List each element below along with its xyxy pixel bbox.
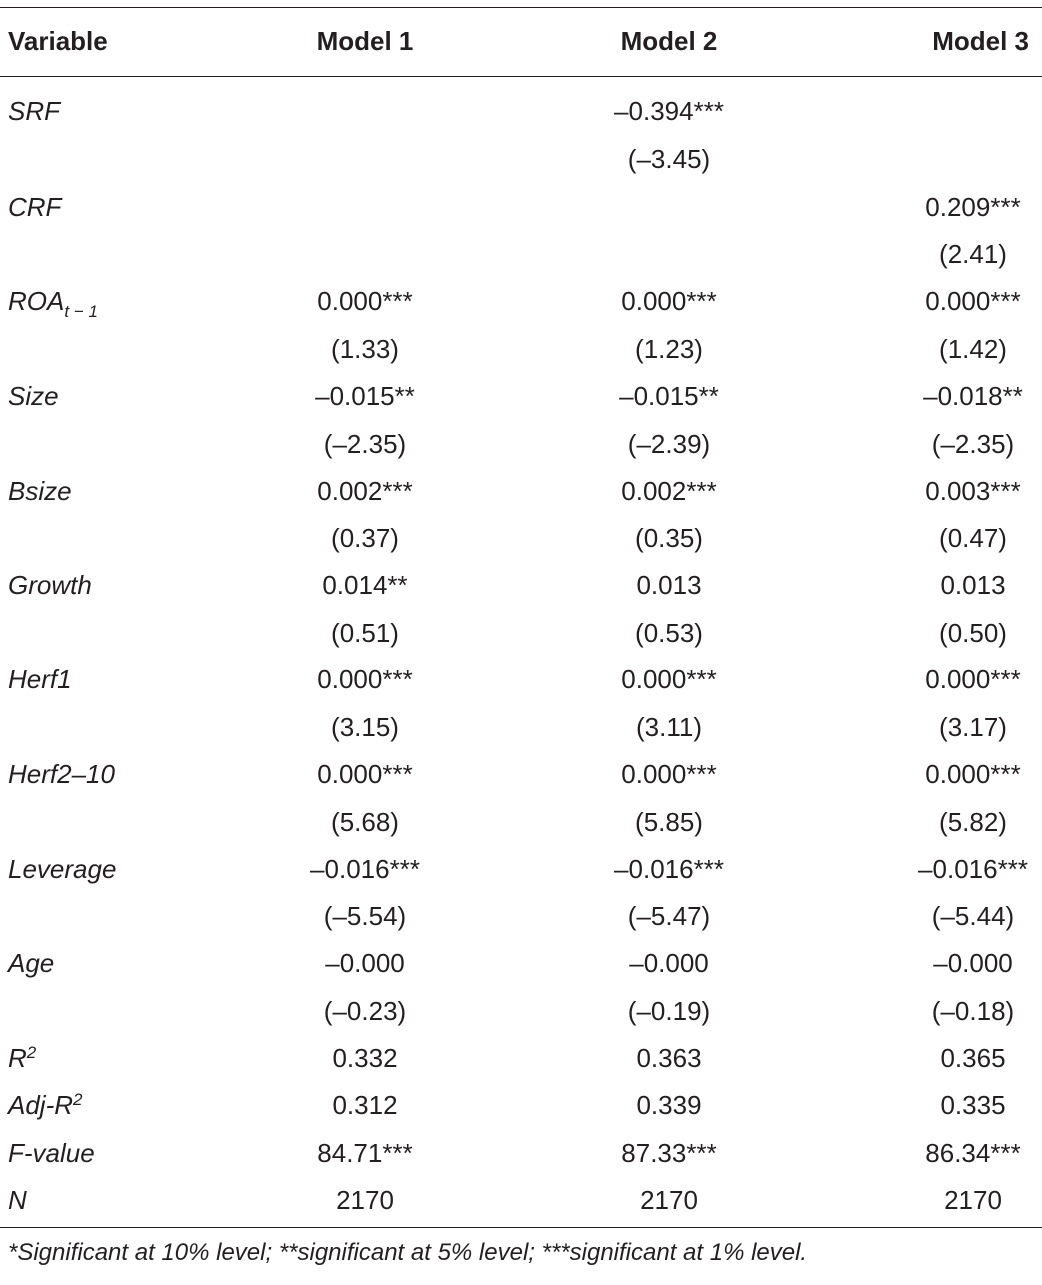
t-herf2-10-model-1: (5.68) [331, 807, 399, 837]
f-value-model-3: 86.34*** [925, 1138, 1021, 1168]
row-label-roa [8, 286, 98, 321]
coef-age-model-3: –0.000 [933, 948, 1013, 978]
row-label-n: N [8, 1185, 27, 1215]
bottom-rule [0, 1227, 1042, 1228]
f-value-model-2: 87.33*** [621, 1138, 717, 1168]
header-variable: Variable [8, 26, 108, 56]
t-age-model-2: (–0.19) [627, 996, 711, 1026]
n-model-2: 2170 [640, 1185, 698, 1215]
coef-size-model-1: –0.015** [315, 381, 415, 411]
coef-roa-model-1: 0.000*** [317, 286, 413, 316]
adj-r2-model-2: 0.339 [636, 1090, 702, 1120]
coef-herf1-model-2: 0.000*** [621, 664, 717, 694]
coef-herf1-model-1: 0.000*** [317, 664, 413, 694]
row-label-leverage: Leverage [8, 854, 117, 884]
n-model-1: 2170 [336, 1185, 394, 1215]
coef-growth-model-2: 0.013 [636, 570, 702, 600]
coef-bsize-model-3: 0.003*** [925, 476, 1021, 506]
row-label-f-value: F-value [8, 1138, 95, 1168]
t-herf2-10-model-3: (5.82) [939, 807, 1007, 837]
t-age-model-1: (–0.23) [323, 996, 407, 1026]
t-herf1-model-2: (3.11) [636, 712, 702, 742]
n-model-3: 2170 [944, 1185, 1002, 1215]
adj-r2-superscript: 2 [73, 1090, 83, 1109]
t-roa-model-3: (1.42) [939, 334, 1007, 364]
coef-herf2-10-model-2: 0.000*** [621, 759, 717, 789]
r2-superscript: 2 [26, 1043, 37, 1062]
t-age-model-3: (–0.18) [931, 996, 1015, 1026]
t-herf2-10-model-2: (5.85) [635, 807, 703, 837]
r2-model-1: 0.332 [332, 1043, 398, 1073]
t-bsize-model-3: (0.47) [939, 523, 1007, 553]
header-model-3: Model 3 [932, 26, 1029, 56]
row-label-srf: SRF [8, 96, 60, 126]
header-model-1: Model 1 [316, 26, 414, 56]
header-rule [0, 76, 1042, 77]
coef-age-model-2: –0.000 [629, 948, 709, 978]
adj-r2-name: Adj-R [8, 1090, 74, 1120]
t-size-model-2: (–2.39) [627, 429, 711, 459]
t-srf-model-2: (–3.45) [627, 144, 711, 174]
roa-name: ROA [8, 286, 65, 316]
t-roa-model-1: (1.33) [331, 334, 399, 364]
t-growth-model-3: (0.50) [939, 618, 1007, 648]
t-size-model-1: (–2.35) [323, 429, 407, 459]
coef-roa-model-3: 0.000*** [925, 286, 1021, 316]
coef-bsize-model-1: 0.002*** [317, 476, 413, 506]
coef-growth-model-1: 0.014** [322, 570, 408, 600]
t-growth-model-2: (0.53) [635, 618, 703, 648]
f-value-model-1: 84.71*** [317, 1138, 413, 1168]
t-roa-model-2: (1.23) [635, 334, 703, 364]
row-label-crf: CRF [8, 192, 62, 222]
coef-growth-model-3: 0.013 [940, 570, 1006, 600]
r2-model-3: 0.365 [940, 1043, 1006, 1073]
row-label-r2 [8, 1043, 36, 1073]
coef-srf-model-2: –0.394*** [614, 96, 724, 126]
r2-model-2: 0.363 [636, 1043, 702, 1073]
coef-size-model-2: –0.015** [619, 381, 719, 411]
coef-roa-model-2: 0.000*** [621, 286, 717, 316]
t-size-model-3: (–2.35) [931, 429, 1015, 459]
header-model-2: Model 2 [620, 26, 718, 56]
t-herf1-model-3: (3.17) [939, 712, 1007, 742]
t-growth-model-1: (0.51) [331, 618, 399, 648]
row-label-herf1: Herf1 [8, 664, 72, 694]
t-leverage-model-2: (–5.47) [627, 901, 711, 931]
row-label-growth: Growth [8, 570, 92, 600]
coef-size-model-3: –0.018** [923, 381, 1023, 411]
coef-herf2-10-model-3: 0.000*** [925, 759, 1021, 789]
t-bsize-model-2: (0.35) [635, 523, 703, 553]
r2-name: R [8, 1043, 27, 1073]
row-label-size: Size [8, 381, 59, 411]
coef-age-model-1: –0.000 [325, 948, 405, 978]
table-footnote: *Significant at 10% level; **significant at 5% level; ***significant at 1% level. [8, 1239, 808, 1266]
coef-herf1-model-3: 0.000*** [925, 664, 1021, 694]
top-rule [0, 7, 1042, 8]
row-label-age: Age [8, 948, 55, 978]
coef-leverage-model-2: –0.016*** [614, 854, 724, 884]
t-bsize-model-1: (0.37) [331, 523, 399, 553]
t-herf1-model-1: (3.15) [331, 712, 399, 742]
adj-r2-model-1: 0.312 [332, 1090, 398, 1120]
row-label-bsize: Bsize [8, 476, 72, 506]
roa-subscript: t − 1 [64, 302, 98, 321]
adj-r2-model-3: 0.335 [940, 1090, 1006, 1120]
t-leverage-model-3: (–5.44) [931, 901, 1015, 931]
coef-herf2-10-model-1: 0.000*** [317, 759, 413, 789]
t-leverage-model-1: (–5.54) [323, 901, 407, 931]
row-label-herf2-10: Herf2–10 [8, 759, 115, 789]
row-label-adj-r2 [8, 1090, 82, 1120]
coef-crf-model-3: 0.209*** [925, 192, 1021, 222]
t-crf-model-3: (2.41) [939, 239, 1007, 269]
coef-leverage-model-3: –0.016*** [918, 854, 1028, 884]
coef-bsize-model-2: 0.002*** [621, 476, 717, 506]
coef-leverage-model-1: –0.016*** [310, 854, 420, 884]
